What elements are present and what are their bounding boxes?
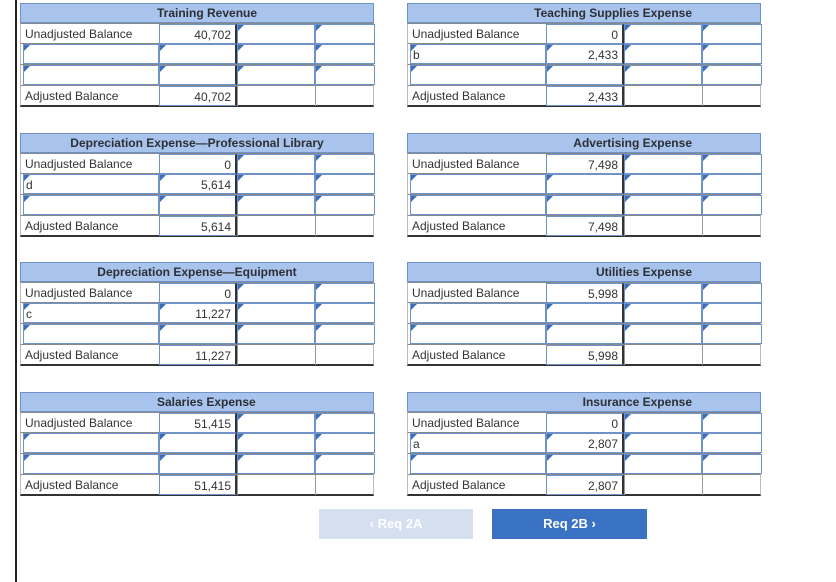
unadjusted-label: Unadjusted Balance: [412, 27, 520, 41]
unadjusted-label: Unadjusted Balance: [412, 286, 520, 300]
dropdown-marker-icon: [703, 45, 709, 51]
balance-input[interactable]: [315, 433, 375, 453]
dropdown-marker-icon: [24, 45, 30, 51]
adjusted-label: Adjusted Balance: [25, 89, 119, 103]
dropdown-marker-icon: [316, 325, 322, 331]
debit-input[interactable]: [159, 454, 237, 474]
adjusted-value: 7,498: [546, 216, 624, 236]
adjusted-value: 2,807: [546, 475, 624, 495]
dropdown-marker-icon: [625, 414, 631, 420]
credit-input[interactable]: [624, 283, 702, 303]
dropdown-marker-icon: [625, 325, 631, 331]
balance-input[interactable]: [315, 324, 375, 344]
account-row: [20, 153, 374, 174]
dropdown-marker-icon: [547, 455, 553, 461]
t-account: [407, 392, 761, 496]
account-row: [407, 216, 761, 237]
credit-cell: [237, 216, 315, 236]
t-account: [20, 133, 374, 237]
adjusted-value: 40,702: [159, 86, 237, 106]
account-row: [20, 195, 374, 216]
unadjusted-value: 7,498: [546, 154, 624, 174]
dropdown-marker-icon: [238, 325, 244, 331]
adjustment-code-input[interactable]: [410, 324, 546, 344]
account-row: [407, 412, 761, 433]
adjustment-code-input[interactable]: [23, 324, 159, 344]
account-row: [20, 433, 374, 454]
dropdown-marker-icon: [238, 196, 244, 202]
t-account: [407, 262, 761, 366]
dropdown-marker-icon: [160, 175, 166, 181]
adjustment-code-input[interactable]: a: [410, 433, 546, 453]
unadjusted-value: 0: [546, 24, 624, 44]
account-title: Training Revenue: [20, 3, 374, 23]
adjustment-code-input[interactable]: [23, 65, 159, 85]
account-row: [20, 44, 374, 65]
adjusted-label: Adjusted Balance: [25, 348, 119, 362]
account-row: [407, 345, 761, 366]
unadjusted-label: Unadjusted Balance: [412, 157, 520, 171]
account-row: [20, 345, 374, 366]
dropdown-marker-icon: [547, 66, 553, 72]
adjusted-value: 11,227: [159, 345, 237, 365]
dropdown-marker-icon: [160, 45, 166, 51]
debit-input[interactable]: [159, 44, 237, 64]
dropdown-marker-icon: [316, 25, 322, 31]
dropdown-marker-icon: [238, 155, 244, 161]
debit-input[interactable]: [159, 65, 237, 85]
credit-input[interactable]: [624, 154, 702, 174]
credit-cell: [237, 345, 315, 365]
debit-input[interactable]: [546, 174, 624, 194]
account-title: Salaries Expense: [20, 392, 374, 412]
balance-input[interactable]: [702, 303, 762, 323]
dropdown-marker-icon: [316, 66, 322, 72]
dropdown-marker-icon: [316, 414, 322, 420]
account-row: [20, 324, 374, 345]
dropdown-marker-icon: [625, 196, 631, 202]
debit-input[interactable]: 11,227: [159, 303, 237, 323]
credit-input[interactable]: [624, 65, 702, 85]
balance-cell: [315, 216, 375, 236]
adjustment-code-input[interactable]: [410, 454, 546, 474]
dropdown-marker-icon: [547, 175, 553, 181]
adjustment-code-input[interactable]: c: [23, 303, 159, 323]
adjusted-label: Adjusted Balance: [412, 89, 506, 103]
credit-input[interactable]: [237, 65, 315, 85]
dropdown-marker-icon: [547, 434, 553, 440]
unadjusted-value: 0: [546, 413, 624, 433]
balance-input[interactable]: [315, 174, 375, 194]
account-row: [20, 23, 374, 44]
unadjusted-label: Unadjusted Balance: [25, 286, 133, 300]
credit-cell: [237, 86, 315, 106]
balance-cell: [702, 345, 762, 365]
account-row: [407, 86, 761, 107]
adjustment-code-input[interactable]: b: [410, 44, 546, 64]
account-row: [407, 282, 761, 303]
dropdown-marker-icon: [160, 66, 166, 72]
dropdown-marker-icon: [547, 45, 553, 51]
credit-input[interactable]: [237, 454, 315, 474]
dropdown-marker-icon: [703, 284, 709, 290]
account-title: Depreciation Expense—Equipment: [20, 262, 374, 282]
account-row: [407, 195, 761, 216]
dropdown-marker-icon: [24, 434, 30, 440]
credit-input[interactable]: [237, 324, 315, 344]
credit-input[interactable]: [624, 174, 702, 194]
adjusted-label: Adjusted Balance: [25, 478, 119, 492]
dropdown-marker-icon: [160, 196, 166, 202]
balance-input[interactable]: [702, 44, 762, 64]
account-title: Insurance Expense: [407, 392, 761, 412]
account-row: [20, 86, 374, 107]
dropdown-marker-icon: [625, 175, 631, 181]
debit-input[interactable]: 2,807: [546, 433, 624, 453]
dropdown-marker-icon: [625, 25, 631, 31]
adjusted-label: Adjusted Balance: [25, 219, 119, 233]
dropdown-marker-icon: [547, 196, 553, 202]
dropdown-marker-icon: [703, 155, 709, 161]
account-row: [407, 454, 761, 475]
balance-input[interactable]: [315, 154, 375, 174]
dropdown-marker-icon: [238, 25, 244, 31]
balance-input[interactable]: [702, 154, 762, 174]
account-row: [407, 174, 761, 195]
frame-border: [15, 0, 17, 582]
account-title: Utilities Expense: [407, 262, 761, 282]
unadjusted-value: 40,702: [159, 24, 237, 44]
credit-input[interactable]: [624, 324, 702, 344]
balance-input[interactable]: [315, 44, 375, 64]
dropdown-marker-icon: [24, 304, 30, 310]
dropdown-marker-icon: [703, 66, 709, 72]
account-row: [407, 153, 761, 174]
dropdown-marker-icon: [316, 304, 322, 310]
t-account: [407, 3, 761, 107]
account-row: [407, 324, 761, 345]
dropdown-marker-icon: [238, 284, 244, 290]
dropdown-marker-icon: [411, 304, 417, 310]
balance-input[interactable]: [315, 413, 375, 433]
unadjusted-value: 51,415: [159, 413, 237, 433]
dropdown-marker-icon: [625, 304, 631, 310]
balance-cell: [702, 216, 762, 236]
dropdown-marker-icon: [316, 284, 322, 290]
unadjusted-value: 5,998: [546, 283, 624, 303]
credit-cell: [624, 345, 702, 365]
balance-input[interactable]: [315, 283, 375, 303]
balance-cell: [315, 345, 375, 365]
credit-input[interactable]: [237, 283, 315, 303]
credit-input[interactable]: [237, 174, 315, 194]
adjusted-label: Adjusted Balance: [412, 478, 506, 492]
adjusted-value: 5,998: [546, 345, 624, 365]
account-row: [407, 303, 761, 324]
adjustment-code-input[interactable]: [410, 174, 546, 194]
debit-input[interactable]: [159, 324, 237, 344]
account-row: [407, 44, 761, 65]
dropdown-marker-icon: [316, 155, 322, 161]
credit-input[interactable]: [624, 454, 702, 474]
dropdown-marker-icon: [238, 414, 244, 420]
adjustment-code-input[interactable]: [23, 454, 159, 474]
credit-input[interactable]: [237, 433, 315, 453]
debit-input[interactable]: [159, 433, 237, 453]
account-row: [20, 174, 374, 195]
dropdown-marker-icon: [24, 325, 30, 331]
balance-input[interactable]: [315, 24, 375, 44]
dropdown-marker-icon: [625, 155, 631, 161]
dropdown-marker-icon: [625, 434, 631, 440]
credit-input[interactable]: [237, 303, 315, 323]
unadjusted-label: Unadjusted Balance: [25, 27, 133, 41]
dropdown-marker-icon: [411, 45, 417, 51]
account-title: Depreciation Expense—Professional Library: [20, 133, 374, 153]
credit-input[interactable]: [624, 24, 702, 44]
account-row: [20, 412, 374, 433]
balance-input[interactable]: [315, 454, 375, 474]
unadjusted-label: Unadjusted Balance: [25, 416, 133, 430]
credit-cell: [624, 86, 702, 106]
adjustment-code-input[interactable]: d: [23, 174, 159, 194]
dropdown-marker-icon: [238, 455, 244, 461]
balance-cell: [702, 475, 762, 495]
balance-input[interactable]: [315, 195, 375, 215]
credit-cell: [624, 475, 702, 495]
balance-cell: [315, 86, 375, 106]
dropdown-marker-icon: [238, 66, 244, 72]
debit-input[interactable]: 5,614: [159, 174, 237, 194]
t-account: [20, 3, 374, 107]
balance-cell: [702, 86, 762, 106]
dropdown-marker-icon: [547, 304, 553, 310]
dropdown-marker-icon: [625, 45, 631, 51]
adjustment-code-input[interactable]: [410, 303, 546, 323]
account-title: Teaching Supplies Expense: [407, 3, 761, 23]
credit-input[interactable]: [237, 154, 315, 174]
dropdown-marker-icon: [238, 45, 244, 51]
prev-req-button[interactable]: ‹ Req 2A: [319, 509, 473, 539]
dropdown-marker-icon: [411, 434, 417, 440]
debit-input[interactable]: [546, 195, 624, 215]
dropdown-marker-icon: [703, 25, 709, 31]
dropdown-marker-icon: [316, 45, 322, 51]
balance-cell: [315, 475, 375, 495]
account-row: [20, 282, 374, 303]
dropdown-marker-icon: [24, 66, 30, 72]
dropdown-marker-icon: [703, 175, 709, 181]
next-req-button[interactable]: Req 2B ›: [492, 509, 647, 539]
dropdown-marker-icon: [411, 455, 417, 461]
t-account: [20, 392, 374, 496]
debit-input[interactable]: [546, 454, 624, 474]
credit-cell: [237, 475, 315, 495]
dropdown-marker-icon: [703, 304, 709, 310]
dropdown-marker-icon: [316, 196, 322, 202]
unadjusted-label: Unadjusted Balance: [412, 416, 520, 430]
account-row: [20, 303, 374, 324]
account-title: Advertising Expense: [407, 133, 761, 153]
balance-input[interactable]: [702, 65, 762, 85]
dropdown-marker-icon: [160, 455, 166, 461]
dropdown-marker-icon: [411, 66, 417, 72]
balance-input[interactable]: [702, 195, 762, 215]
debit-input[interactable]: [546, 324, 624, 344]
dropdown-marker-icon: [625, 455, 631, 461]
account-row: [407, 475, 761, 496]
credit-input[interactable]: [237, 195, 315, 215]
account-row: [407, 23, 761, 44]
credit-input[interactable]: [624, 303, 702, 323]
account-row: [20, 475, 374, 496]
balance-input[interactable]: [315, 303, 375, 323]
dropdown-marker-icon: [703, 434, 709, 440]
dropdown-marker-icon: [238, 175, 244, 181]
dropdown-marker-icon: [238, 304, 244, 310]
adjustment-code-input[interactable]: [410, 65, 546, 85]
balance-input[interactable]: [702, 24, 762, 44]
credit-input[interactable]: [237, 44, 315, 64]
credit-input[interactable]: [624, 433, 702, 453]
dropdown-marker-icon: [625, 66, 631, 72]
credit-input[interactable]: [624, 413, 702, 433]
balance-input[interactable]: [702, 413, 762, 433]
dropdown-marker-icon: [703, 325, 709, 331]
credit-input[interactable]: [237, 24, 315, 44]
unadjusted-value: 0: [159, 283, 237, 303]
adjusted-value: 5,614: [159, 216, 237, 236]
dropdown-marker-icon: [24, 175, 30, 181]
dropdown-marker-icon: [316, 175, 322, 181]
debit-input[interactable]: [546, 65, 624, 85]
t-account: [20, 262, 374, 366]
dropdown-marker-icon: [24, 196, 30, 202]
dropdown-marker-icon: [411, 325, 417, 331]
balance-input[interactable]: [315, 65, 375, 85]
dropdown-marker-icon: [238, 434, 244, 440]
balance-input[interactable]: [702, 174, 762, 194]
unadjusted-label: Unadjusted Balance: [25, 157, 133, 171]
dropdown-marker-icon: [316, 434, 322, 440]
adjusted-label: Adjusted Balance: [412, 219, 506, 233]
account-row: [20, 454, 374, 475]
dropdown-marker-icon: [703, 196, 709, 202]
debit-input[interactable]: [159, 195, 237, 215]
balance-input[interactable]: [702, 454, 762, 474]
adjustment-code-input[interactable]: [23, 433, 159, 453]
dropdown-marker-icon: [411, 175, 417, 181]
dropdown-marker-icon: [160, 325, 166, 331]
credit-cell: [624, 216, 702, 236]
adjustment-code-input[interactable]: [23, 44, 159, 64]
dropdown-marker-icon: [160, 304, 166, 310]
adjusted-value: 51,415: [159, 475, 237, 495]
dropdown-marker-icon: [703, 455, 709, 461]
account-row: [20, 65, 374, 86]
dropdown-marker-icon: [703, 414, 709, 420]
adjustment-code-input[interactable]: [410, 195, 546, 215]
dropdown-marker-icon: [411, 196, 417, 202]
debit-input[interactable]: [546, 303, 624, 323]
account-row: [407, 65, 761, 86]
debit-input[interactable]: 2,433: [546, 44, 624, 64]
adjusted-value: 2,433: [546, 86, 624, 106]
dropdown-marker-icon: [160, 434, 166, 440]
account-row: [407, 433, 761, 454]
dropdown-marker-icon: [547, 325, 553, 331]
credit-input[interactable]: [624, 195, 702, 215]
t-account: [407, 133, 761, 237]
balance-input[interactable]: [702, 283, 762, 303]
dropdown-marker-icon: [316, 455, 322, 461]
dropdown-marker-icon: [24, 455, 30, 461]
adjusted-label: Adjusted Balance: [412, 348, 506, 362]
balance-input[interactable]: [702, 324, 762, 344]
dropdown-marker-icon: [625, 284, 631, 290]
balance-input[interactable]: [702, 433, 762, 453]
credit-input[interactable]: [624, 44, 702, 64]
account-row: [20, 216, 374, 237]
unadjusted-value: 0: [159, 154, 237, 174]
credit-input[interactable]: [237, 413, 315, 433]
adjustment-code-input[interactable]: [23, 195, 159, 215]
